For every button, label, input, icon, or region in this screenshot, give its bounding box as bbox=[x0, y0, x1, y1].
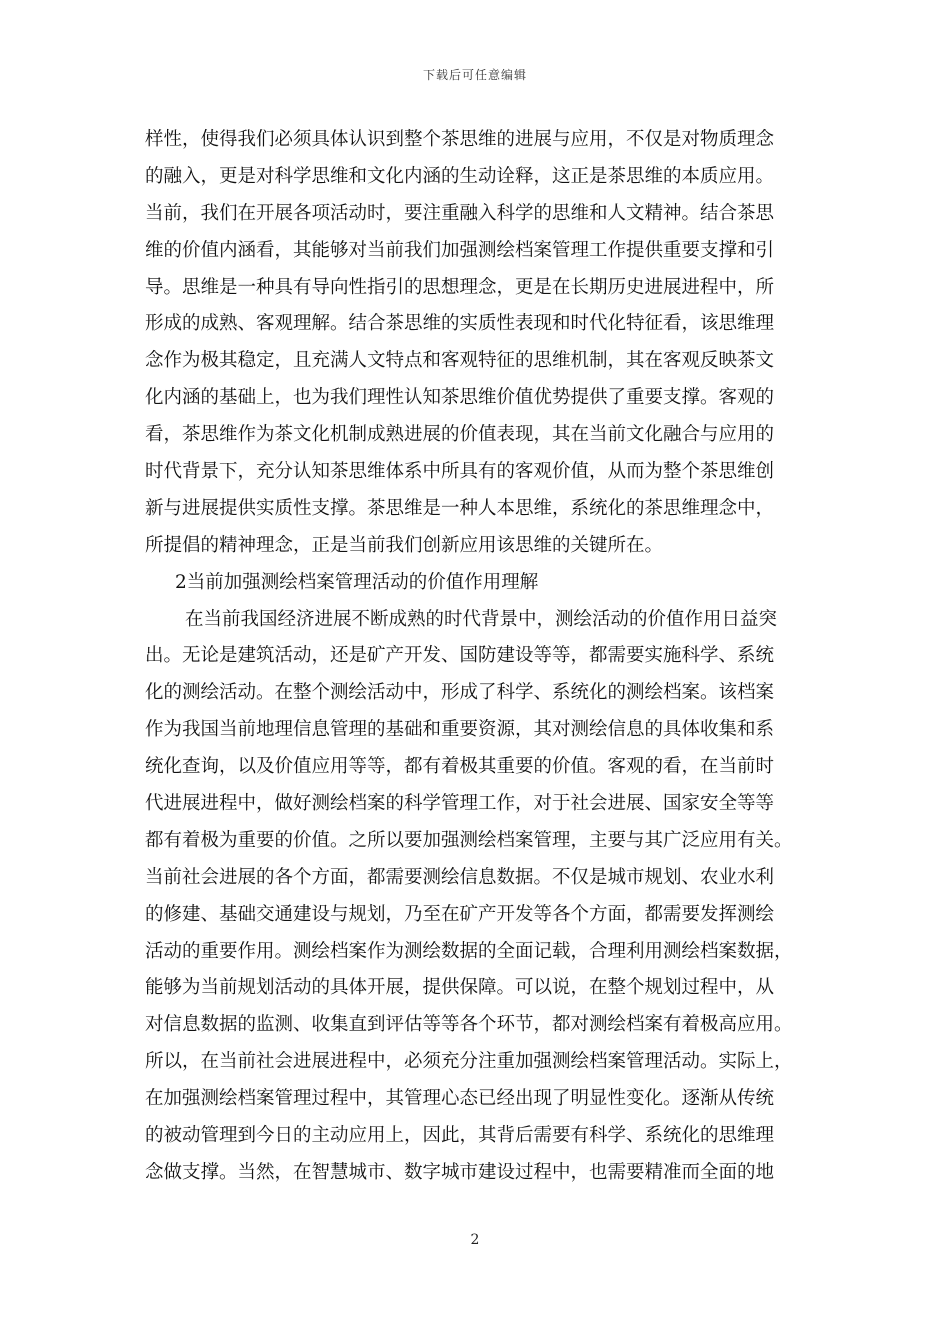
text-line: 化内涵的基础上，也为我们理性认知茶思维价值优势提供了重要支撑。客观的 bbox=[145, 387, 775, 409]
text-line: 对信息数据的监测、收集直到评估等等各个环节，都对测绘档案有着极高应用。 bbox=[145, 1014, 793, 1036]
text-line: 当前社会进展的各个方面，都需要测绘信息数据。不仅是城市规划、农业水利 bbox=[145, 866, 775, 888]
section-heading: 2当前加强测绘档案管理活动的价值作用理解 bbox=[175, 571, 539, 593]
text-line: 统化查询，以及价值应用等等，都有着极其重要的价值。客观的看，在当前时 bbox=[145, 756, 775, 778]
text-line: 在加强测绘档案管理过程中，其管理心态已经出现了明显性变化。逐渐从传统 bbox=[145, 1088, 775, 1110]
text-line: 出。无论是建筑活动，还是矿产开发、国防建设等等，都需要实施科学、系统 bbox=[145, 645, 775, 667]
text-line: 样性，使得我们必须具体认识到整个茶思维的进展与应用，不仅是对物质理念 bbox=[145, 129, 775, 150]
text-line: 在当前我国经济进展不断成熟的时代背景中，测绘活动的价值作用日益突 bbox=[185, 608, 778, 630]
text-line: 看，茶思维作为茶文化机制成熟进展的价值表现，其在当前文化融合与应用的 bbox=[145, 424, 775, 446]
text-line: 导。思维是一种具有导向性指引的思想理念，更是在长期历史进展进程中，所 bbox=[145, 276, 775, 298]
text-line: 所以，在当前社会进展进程中，必须充分注重加强测绘档案管理活动。实际上， bbox=[145, 1051, 793, 1073]
page-header: 下载后可任意编辑 bbox=[422, 68, 527, 82]
text-line: 念做支撑。当然，在智慧城市、数字城市建设过程中，也需要精准而全面的地 bbox=[145, 1161, 775, 1183]
text-line: 化的测绘活动。在整个测绘活动中，形成了科学、系统化的测绘档案。该档案 bbox=[145, 682, 775, 704]
text-line: 能够为当前规划活动的具体开展，提供保障。可以说，在整个规划过程中，从 bbox=[145, 977, 775, 999]
text-line: 的被动管理到今日的主动应用上，因此，其背后需要有科学、系统化的思维理 bbox=[145, 1125, 775, 1147]
text-line: 的融入，更是对科学思维和文化内涵的生动诠释，这正是茶思维的本质应用。 bbox=[145, 165, 775, 187]
text-line: 念作为极其稳定，且充满人文特点和客观特征的思维机制，其在客观反映茶文 bbox=[145, 350, 775, 372]
text-line: 作为我国当前地理信息管理的基础和重要资源，其对测绘信息的具体收集和系 bbox=[145, 719, 775, 741]
text-line: 所提倡的精神理念，正是当前我们创新应用该思维的关键所在。 bbox=[145, 534, 664, 556]
text-line: 都有着极为重要的价值。之所以要加强测绘档案管理，主要与其广泛应用有关。 bbox=[145, 829, 793, 851]
page-number: 2 bbox=[470, 1232, 480, 1248]
text-line: 时代背景下，充分认知茶思维体系中所具有的客观价值，从而为整个茶思维创 bbox=[145, 461, 775, 483]
text-line: 代进展进程中，做好测绘档案的科学管理工作，对于社会进展、国家安全等等 bbox=[145, 793, 775, 815]
document-body bbox=[145, 128, 825, 1198]
text-line: 维的价值内涵看，其能够对当前我们加强测绘档案管理工作提供重要支撑和引 bbox=[145, 239, 775, 261]
text-line: 的修建、基础交通建设与规划，乃至在矿产开发等各个方面，都需要发挥测绘 bbox=[145, 903, 775, 925]
text-line: 活动的重要作用。测绘档案作为测绘数据的全面记载，合理利用测绘档案数据， bbox=[145, 940, 793, 962]
text-line: 当前，我们在开展各项活动时，要注重融入科学的思维和人文精神。结合茶思 bbox=[145, 202, 775, 224]
text-line: 新与进展提供实质性支撑。茶思维是一种人本思维，系统化的茶思维理念中， bbox=[145, 497, 775, 519]
text-line: 形成的成熟、客观理解。结合茶思维的实质性表现和时代化特征看，该思维理 bbox=[145, 313, 775, 335]
